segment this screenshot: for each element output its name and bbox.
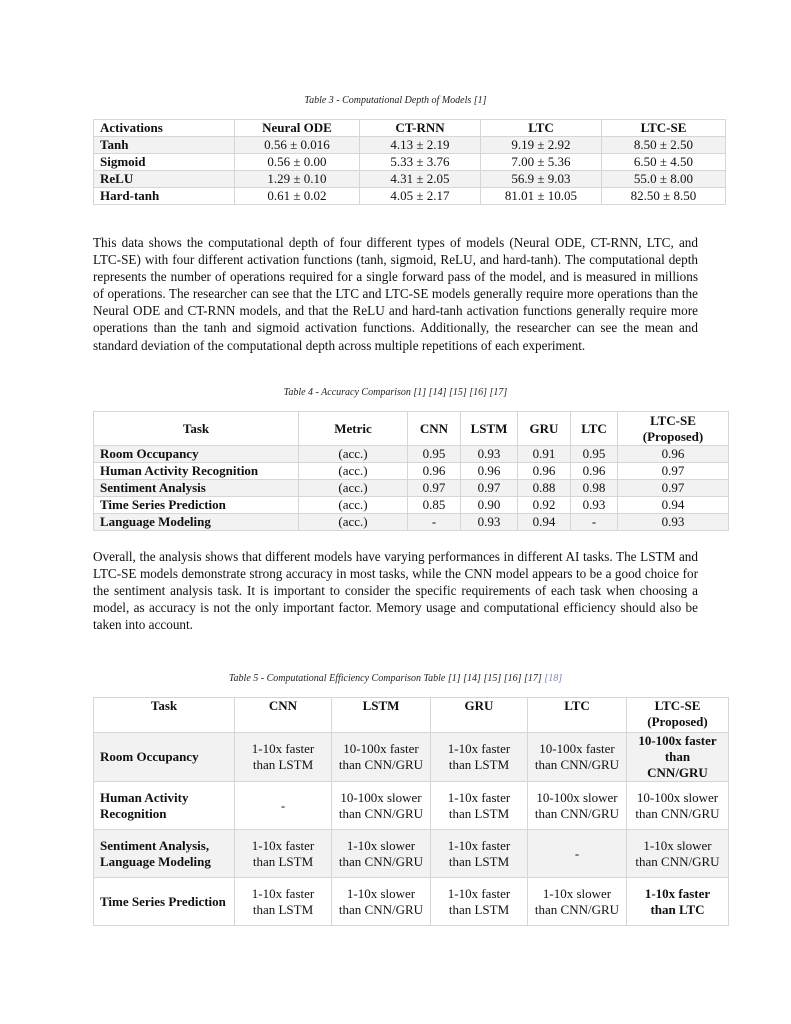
cell: -	[235, 782, 332, 830]
cell: 55.0 ± 8.00	[602, 171, 726, 188]
cell: 0.93	[461, 446, 518, 463]
cell: 0.94	[518, 514, 571, 531]
cell: 0.96	[618, 446, 729, 463]
table5-header: Task	[94, 698, 235, 733]
cell: 1-10x slower than CNN/GRU	[332, 830, 431, 878]
cell: (acc.)	[299, 497, 408, 514]
row-label: Sentiment Analysis, Language Modeling	[94, 830, 235, 878]
cell: (acc.)	[299, 463, 408, 480]
cell: 1-10x slower than CNN/GRU	[627, 830, 729, 878]
table5-header: CNN	[235, 698, 332, 733]
cell: 0.94	[618, 497, 729, 514]
cell: 0.96	[571, 463, 618, 480]
cell: 10-100x slower than CNN/GRU	[627, 782, 729, 830]
cell: 0.97	[618, 480, 729, 497]
cell: 0.93	[461, 514, 518, 531]
cell: 0.96	[461, 463, 518, 480]
header-line: (Proposed)	[642, 428, 704, 444]
cell: 1.29 ± 0.10	[235, 171, 360, 188]
cell: 0.98	[571, 480, 618, 497]
table5-caption	[0, 673, 791, 684]
row-label: ReLU	[94, 171, 235, 188]
table4-header: LTC	[571, 412, 618, 446]
table-row	[94, 497, 729, 514]
table-row	[94, 830, 729, 878]
table3-header: CT-RNN	[360, 120, 481, 137]
cell: 10-100x faster than CNN/GRU	[528, 733, 627, 782]
table3-header: Neural ODE	[235, 120, 360, 137]
table4-header: GRU	[518, 412, 571, 446]
row-label: Sigmoid	[94, 154, 235, 171]
header-line: LTC-SE	[654, 698, 701, 713]
table4-header	[618, 412, 729, 446]
cell: 0.92	[518, 497, 571, 514]
cell: 4.31 ± 2.05	[360, 171, 481, 188]
table5-header: LSTM	[332, 698, 431, 733]
cell: (acc.)	[299, 446, 408, 463]
cell: 6.50 ± 4.50	[602, 154, 726, 171]
cell: 0.95	[408, 446, 461, 463]
table-row	[94, 514, 729, 531]
paragraph-computational-depth: This data shows the computational depth of four different types of models (Neural ODE, CT-RNN, LTC, and LTC-SE) with four different activation functions (tanh, sigmoid, ReLU, and hard-tanh). The computational depth represents the number of operations required for a single forward pass of the model, and is measured in millions of operations. The researcher can see that the LTC and LTC-SE models generally require more operations than the Neural ODE and CT-RNN models, and that the ReLU and hard-tanh activation functions generally require more operations than the tanh and sigmoid activation functions. Additionally, the researcher can see the mean and standard deviation of the computational depth across multiple repetitions of each experiment.	[93, 235, 698, 353]
cell: 4.13 ± 2.19	[360, 137, 481, 154]
table4-header: CNN	[408, 412, 461, 446]
cell: (acc.)	[299, 480, 408, 497]
cell: -	[571, 514, 618, 531]
table-row	[94, 878, 729, 926]
cell: 5.33 ± 3.76	[360, 154, 481, 171]
cell: 10-100x faster than CNN/GRU	[627, 733, 729, 782]
table5-header: GRU	[431, 698, 528, 733]
row-label: Sentiment Analysis	[94, 480, 299, 497]
cell: 0.97	[618, 463, 729, 480]
table4-header: Task	[94, 412, 299, 446]
cell: 1-10x faster than LSTM	[431, 878, 528, 926]
cell: 1-10x slower than CNN/GRU	[332, 878, 431, 926]
cell: 1-10x faster than LSTM	[235, 878, 332, 926]
table5-header	[627, 698, 729, 733]
cell: 0.90	[461, 497, 518, 514]
cell: 0.85	[408, 497, 461, 514]
cell: 1-10x faster than LSTM	[431, 733, 528, 782]
cell: 82.50 ± 8.50	[602, 188, 726, 205]
cell: 7.00 ± 5.36	[481, 154, 602, 171]
cell: 10-100x slower than CNN/GRU	[332, 782, 431, 830]
cell: 1-10x faster than LSTM	[235, 830, 332, 878]
table-row	[94, 782, 729, 830]
table-row	[94, 446, 729, 463]
cell: 0.61 ± 0.02	[235, 188, 360, 205]
cell: 0.97	[408, 480, 461, 497]
table3-header: LTC-SE	[602, 120, 726, 137]
row-label: Human Activity Recognition	[94, 782, 235, 830]
paragraph-analysis-summary: Overall, the analysis shows that different models have varying performances in different AI tasks. The LSTM and LTC-SE models demonstrate strong accuracy in most tasks, while the CNN model appears to be a good choice for the sentiment analysis task. It is important to consider the specific requirements of each task when choosing a model, as accuracy is not the only important factor. Memory usage and computational efficiency should also be taken into account.	[93, 549, 698, 633]
table3-header: LTC	[481, 120, 602, 137]
cell: 0.56 ± 0.00	[235, 154, 360, 171]
cell: 0.91	[518, 446, 571, 463]
table-row	[94, 171, 726, 188]
table-row	[94, 480, 729, 497]
cell: 0.96	[408, 463, 461, 480]
cell: 0.96	[518, 463, 571, 480]
row-label: Time Series Prediction	[94, 497, 299, 514]
cell: 8.50 ± 2.50	[602, 137, 726, 154]
cell: 1-10x faster than LSTM	[431, 830, 528, 878]
table3-header: Activations	[94, 120, 235, 137]
cell: 0.93	[618, 514, 729, 531]
row-label: Human Activity Recognition	[94, 463, 299, 480]
header-line: (Proposed)	[647, 714, 708, 729]
cell: 81.01 ± 10.05	[481, 188, 602, 205]
table-row	[94, 733, 729, 782]
cell: (acc.)	[299, 514, 408, 531]
cell: 1-10x faster than LSTM	[235, 733, 332, 782]
cell: 0.95	[571, 446, 618, 463]
cell: 4.05 ± 2.17	[360, 188, 481, 205]
cell: 0.56 ± 0.016	[235, 137, 360, 154]
table4-accuracy-comparison	[93, 411, 729, 531]
cell: -	[528, 830, 627, 878]
cell: 56.9 ± 9.03	[481, 171, 602, 188]
cell: 1-10x slower than CNN/GRU	[528, 878, 627, 926]
cell: 0.88	[518, 480, 571, 497]
row-label: Hard-tanh	[94, 188, 235, 205]
table4-header: LSTM	[461, 412, 518, 446]
cell: -	[408, 514, 461, 531]
table-row	[94, 463, 729, 480]
table4-caption: Table 4 - Accuracy Comparison [1] [14] [15] [16] [17]	[283, 387, 508, 398]
row-label: Room Occupancy	[94, 446, 299, 463]
cell: 1-10x faster than LTC	[627, 878, 729, 926]
table4-header: Metric	[299, 412, 408, 446]
table-row	[94, 188, 726, 205]
table3-computational-depth	[93, 119, 726, 205]
caption-text: Table 5 - Computational Efficiency Comparison Table [1] [14] [15] [16] [17]	[228, 673, 545, 684]
table3-caption: Table 3 - Computational Depth of Models [1]	[304, 95, 487, 106]
table-row	[94, 137, 726, 154]
table-row	[94, 154, 726, 171]
row-label: Room Occupancy	[94, 733, 235, 782]
row-label: Tanh	[94, 137, 235, 154]
cell: 10-100x slower than CNN/GRU	[528, 782, 627, 830]
table5-header: LTC	[528, 698, 627, 733]
cell: 1-10x faster than LSTM	[431, 782, 528, 830]
cell: 9.19 ± 2.92	[481, 137, 602, 154]
reference-link-18[interactable]: [18]	[544, 673, 563, 684]
cell: 0.97	[461, 480, 518, 497]
cell: 10-100x faster than CNN/GRU	[332, 733, 431, 782]
table5-computational-efficiency	[93, 697, 729, 926]
cell: 0.93	[571, 497, 618, 514]
header-line: LTC-SE	[650, 412, 696, 428]
row-label: Language Modeling	[94, 514, 299, 531]
row-label: Time Series Prediction	[94, 878, 235, 926]
